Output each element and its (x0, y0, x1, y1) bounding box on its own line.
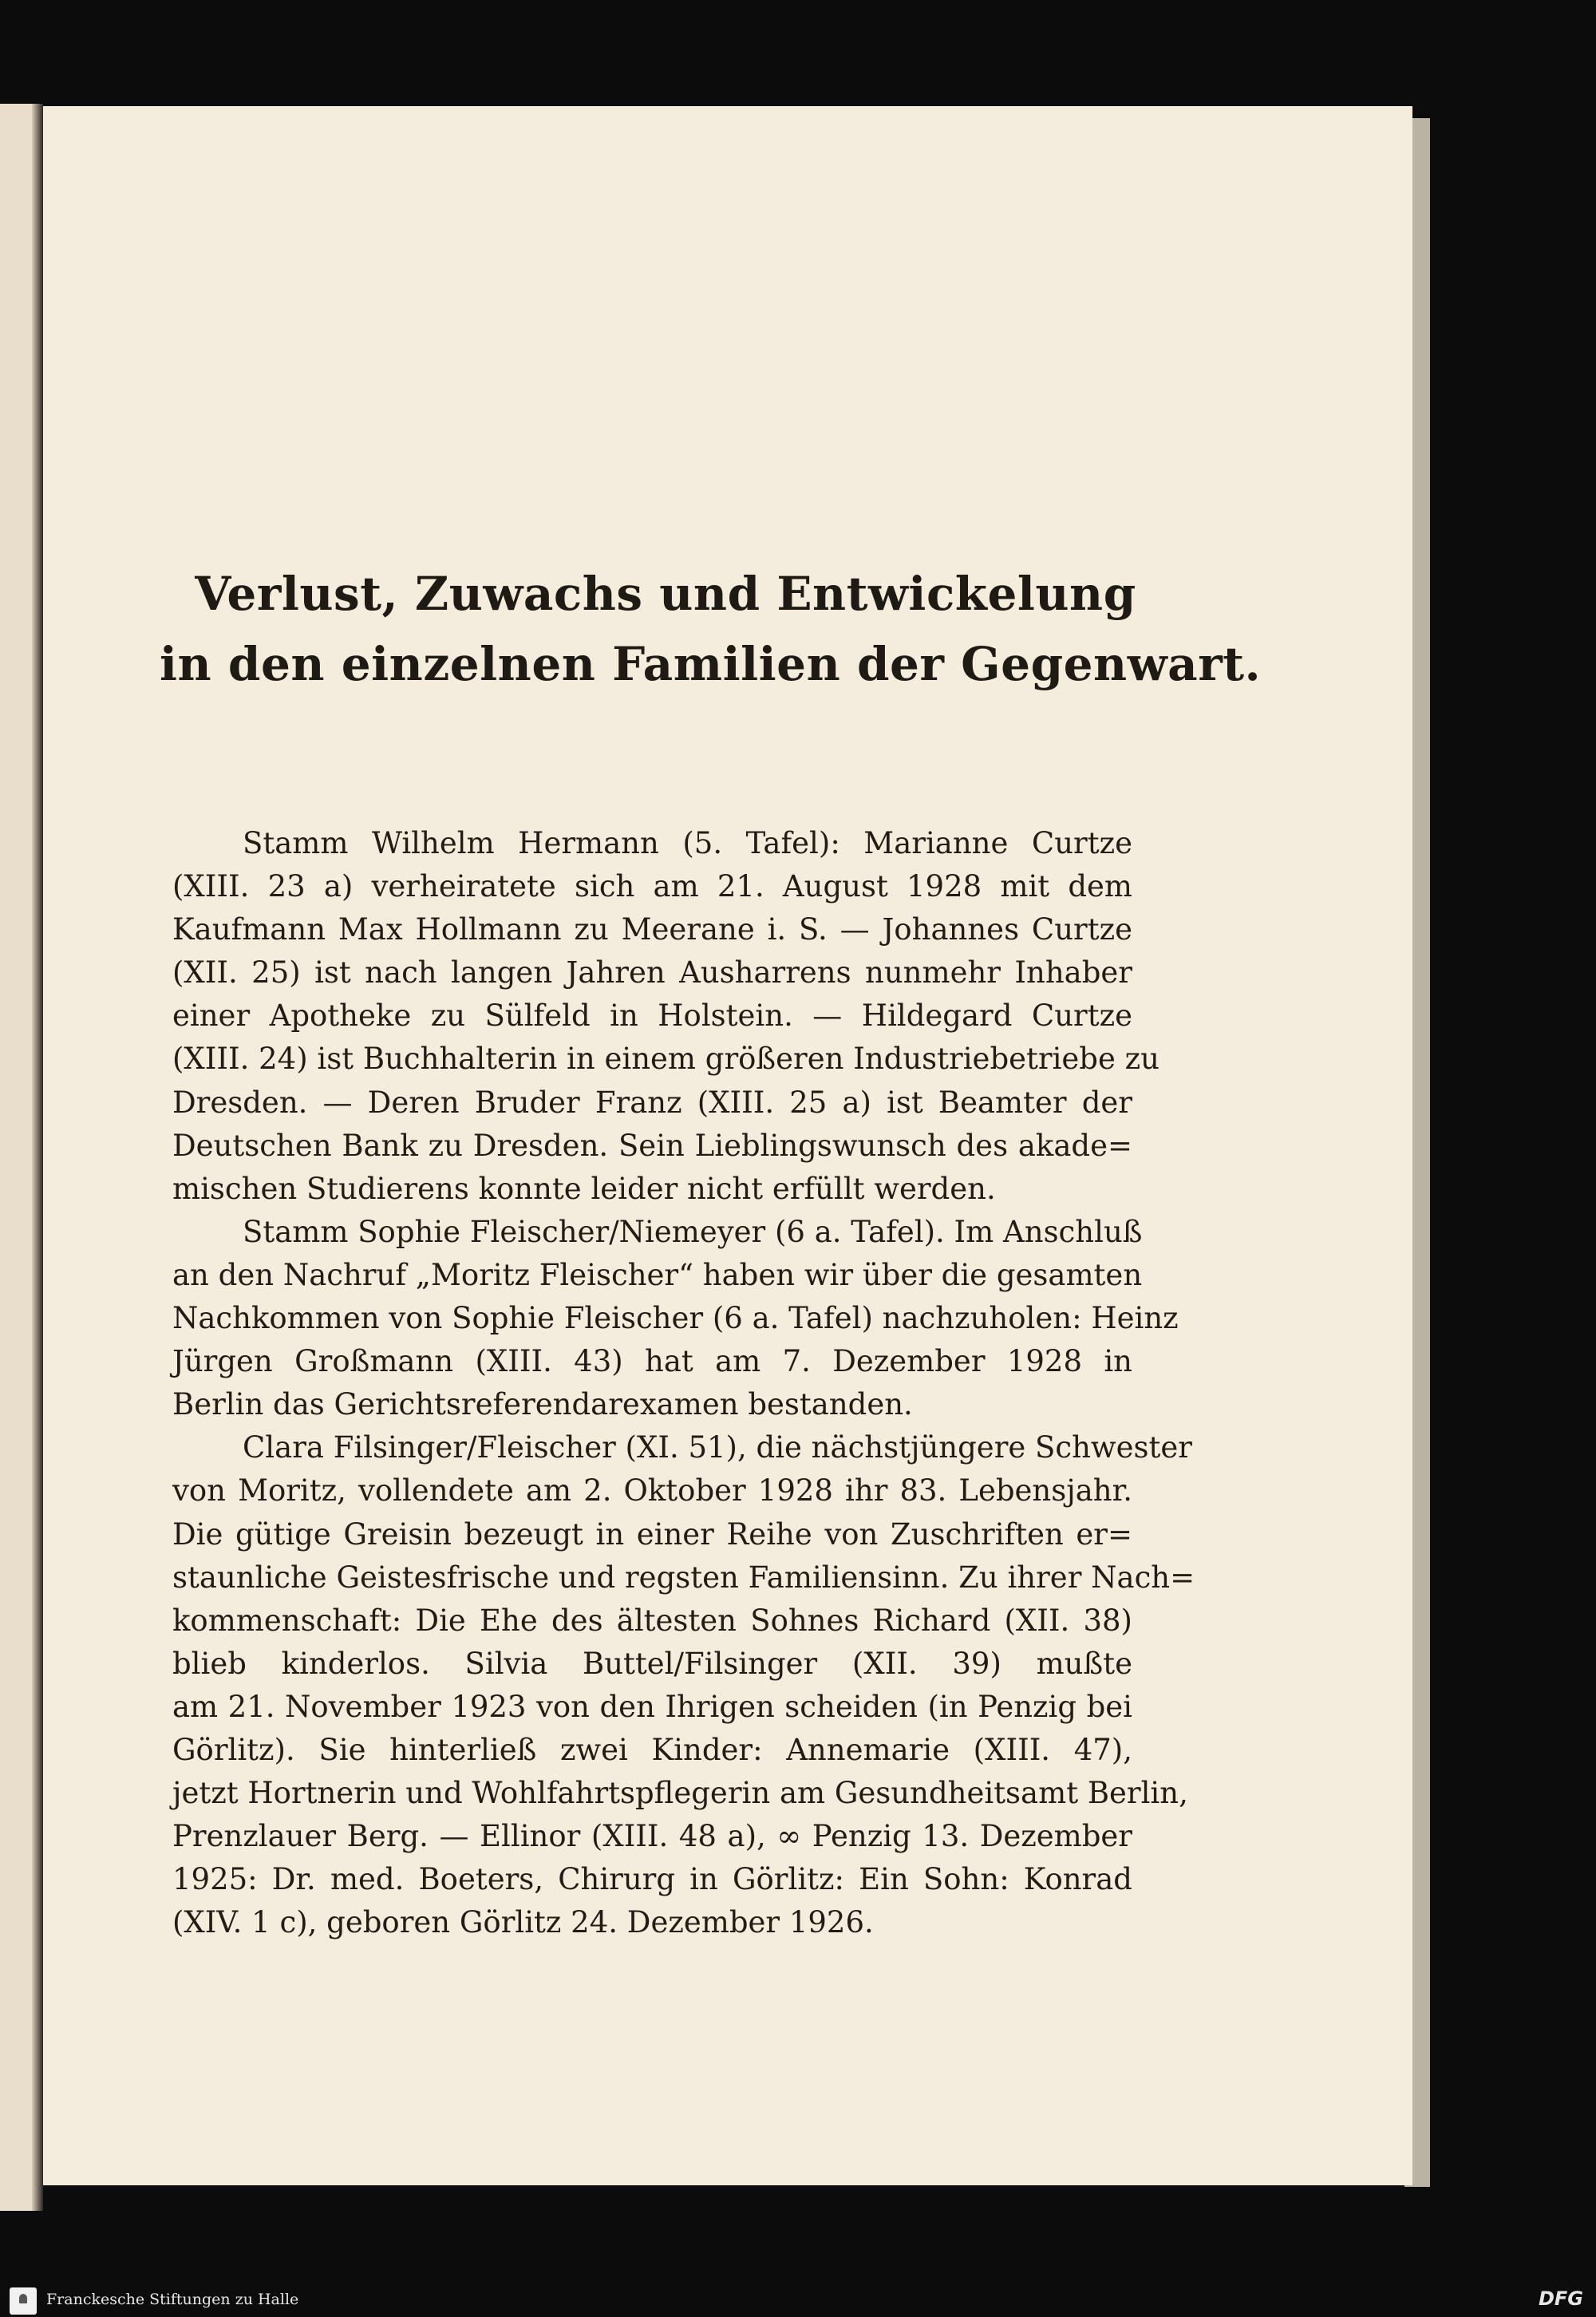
text-line: von Moritz, vollendete am 2. Oktober 1928 ihr 83. Lebensjahr. (172, 1473, 1132, 1508)
text-line: (XIII. 24) ist Buchhalterin in einem größeren Industriebetriebe zu (172, 1042, 1159, 1077)
text-line: (XIV. 1 c), geboren Görlitz 24. Dezember 1926. (172, 1905, 874, 1940)
dfg-logo: DFG (1538, 2287, 1583, 2310)
text-line: Jürgen Großmann (XIII. 43) hat am 7. Dezember 1928 in (172, 1344, 1132, 1379)
text-line: einer Apotheke zu Sülfeld in Holstein. — Hildegard Curtze (172, 998, 1132, 1034)
book-gutter-shadow (32, 104, 43, 2211)
text-line: kommenschaft: Die Ehe des ältesten Sohnes Richard (XII. 38) (172, 1603, 1132, 1638)
text-line: Berlin das Gerichtsreferendarexamen bestanden. (172, 1387, 913, 1422)
footer-credit: Franckesche Stiftungen zu Halle (46, 2291, 299, 2308)
text-line: Deutschen Bank zu Dresden. Sein Lieblingswunsch des akade= (172, 1128, 1132, 1163)
text-line: Stamm Sophie Fleischer/Niemeyer (6 a. Tafel). Im Anschluß (243, 1214, 1143, 1249)
text-line: Görlitz). Sie hinterließ zwei Kinder: Annemarie (XIII. 47), (172, 1732, 1132, 1767)
text-line: am 21. November 1923 von den Ihrigen scheiden (in Penzig bei (172, 1689, 1132, 1724)
text-line: (XII. 25) ist nach langen Jahren Ausharrens nunmehr Inhaber (172, 955, 1132, 990)
text-line: Prenzlauer Berg. — Ellinor (XIII. 48 a), ∞ Penzig 13. Dezember (172, 1819, 1132, 1854)
body-text (172, 822, 1195, 1944)
text-line: blieb kinderlos. Silvia Buttel/Filsinger (XII. 39) mußte (172, 1646, 1132, 1681)
heading-line-2: in den einzelnen Familien der Gegenwart. (160, 637, 1262, 691)
text-line: jetzt Hortnerin und Wohlfahrtspflegerin am Gesundheitsamt Berlin, (172, 1776, 1188, 1811)
text-line: Stamm Wilhelm Hermann (5. Tafel): Marianne Curtze (243, 826, 1132, 860)
text-line: Die gütige Greisin bezeugt in einer Reihe von Zuschriften er= (172, 1516, 1132, 1552)
text-line: staunliche Geistesfrische und regsten Familiensinn. Zu ihrer Nach= (172, 1560, 1195, 1595)
institution-logo-icon (10, 2287, 37, 2315)
heading-line-1: Verlust, Zuwachs und Entwickelung (195, 567, 1136, 621)
text-line: Kaufmann Max Hollmann zu Meerane i. S. — Johannes Curtze (172, 912, 1132, 947)
text-line: (XIII. 23 a) verheiratete sich am 21. August 1928 mit dem (172, 869, 1132, 904)
text-line: an den Nachruf „Moritz Fleischer“ haben wir über die gesamten (172, 1257, 1143, 1292)
text-line: Dresden. — Deren Bruder Franz (XIII. 25 a) ist Beamter der (172, 1085, 1132, 1120)
text-line: Nachkommen von Sophie Fleischer (6 a. Tafel) nachzuholen: Heinz (172, 1301, 1179, 1336)
text-line: 1925: Dr. med. Boeters, Chirurg in Görlitz: Ein Sohn: Konrad (172, 1862, 1132, 1897)
text-line: Clara Filsinger/Fleischer (XI. 51), die nächstjüngere Schwester (243, 1430, 1192, 1465)
chapter-heading (160, 559, 1262, 699)
text-line: mischen Studierens konnte leider nicht erfüllt werden. (172, 1171, 996, 1206)
